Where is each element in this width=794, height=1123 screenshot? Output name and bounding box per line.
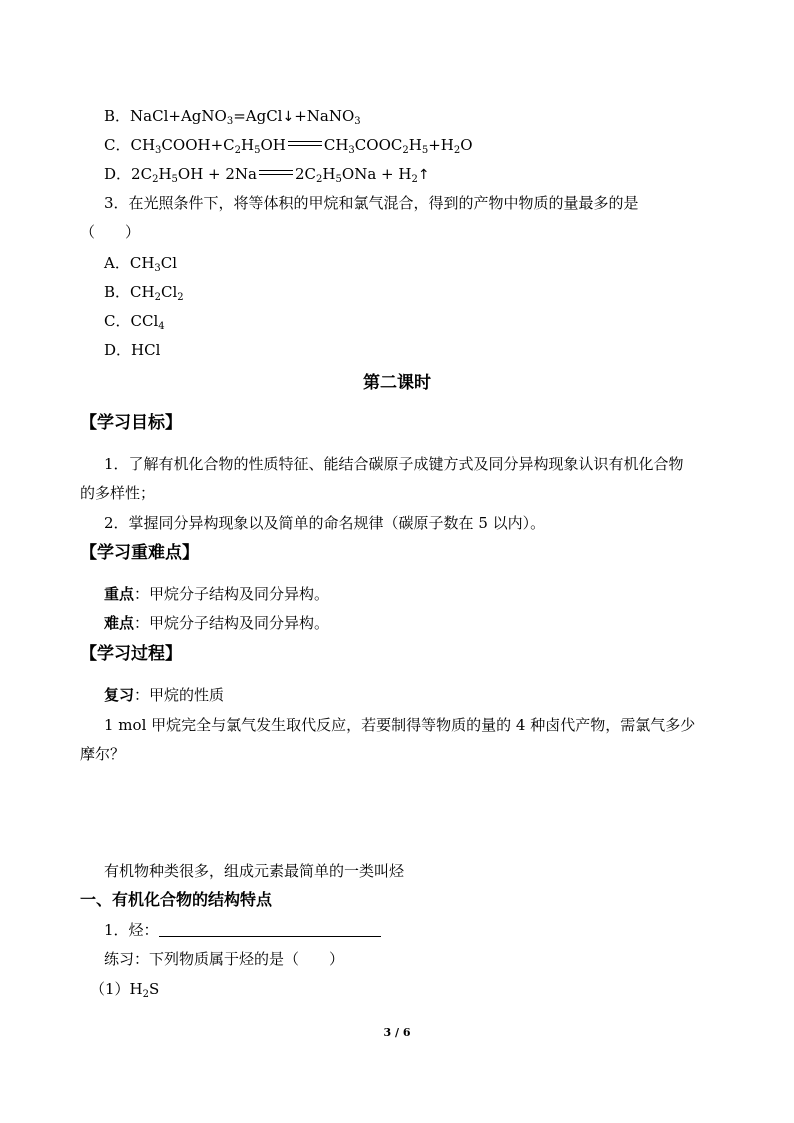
intro-text: 有机物种类很多，组成元素最简单的一类叫烃 [104, 862, 405, 880]
option-c-q3: C．CCl$_4$ [104, 312, 165, 332]
lesson-title: 第二课时 [363, 373, 431, 393]
answer-blank[interactable] [159, 920, 381, 937]
objective-1-line2: 的多样性； [80, 484, 156, 502]
process-heading: 【学习过程】 [80, 644, 182, 664]
reaction-equals-sign [259, 170, 293, 175]
option-b-q3: B．$CH_2Cl_2$ [104, 283, 184, 303]
option-b-q2: B．NaCl+AgNO$_3$=AgCl↓+NaNO$_3$ [104, 107, 361, 127]
key-point: 重点：甲烷分子结构及同分异构。 [104, 585, 330, 603]
review-question-line1: 1 mol 甲烷完全与氯气发生取代反应，若要制得等物质的量的 4 种卤代产物，需氯气多少 [104, 716, 696, 734]
practice-option-1: $(1)H_2S$ [90, 980, 160, 1000]
option-a-q3: A．$CH_3Cl$ [104, 254, 178, 274]
objectives-heading: 【学习目标】 [80, 413, 182, 433]
down-arrow-icon: ↓ [282, 109, 295, 125]
review-line: 复习：甲烷的性质 [104, 686, 225, 704]
reaction-equals-sign [288, 141, 322, 146]
item-1-hydrocarbon: 1．烃： [104, 920, 381, 940]
page-number: 3 / 6 [383, 1026, 411, 1039]
practice-question: 练习：下列物质属于烃的是（ ） [104, 950, 345, 968]
objective-1-line1: 1．了解有机化合物的性质特征、能结合碳原子成键方式及同分异构现象认识有机化合物 [104, 455, 684, 473]
question3-paren: （ ） [80, 223, 141, 241]
option-d-q3: D．HCl [104, 341, 161, 359]
objective-2: 2．掌握同分异构现象以及简单的命名规律（碳原子数在 5 以内）。 [104, 514, 546, 532]
review-label: 复习 [104, 686, 135, 704]
section-1-heading: 一、有机化合物的结构特点 [80, 890, 273, 909]
key-points-heading: 【学习重难点】 [80, 543, 199, 563]
option-c-q2: C．$CH_3COOH+C_2H_5OH$ $CH_3COOC_2H_5+H_2O$ [104, 136, 473, 156]
option-d-q2: D．$2C_2H_5OH + 2Na$ $2C_2H_5ONa$ + $H_2↑$ [104, 165, 430, 185]
difficult-point: 难点：甲烷分子结构及同分异构。 [104, 614, 330, 632]
up-arrow-icon: ↑ [417, 167, 430, 183]
key-point-label: 重点 [104, 585, 135, 603]
question3-stem: 3．在光照条件下，将等体积的甲烷和氯气混合，得到的产物中物质的量最多的是 [104, 194, 639, 212]
review-question-line2: 摩尔？ [80, 745, 126, 763]
difficult-point-label: 难点 [104, 614, 135, 632]
